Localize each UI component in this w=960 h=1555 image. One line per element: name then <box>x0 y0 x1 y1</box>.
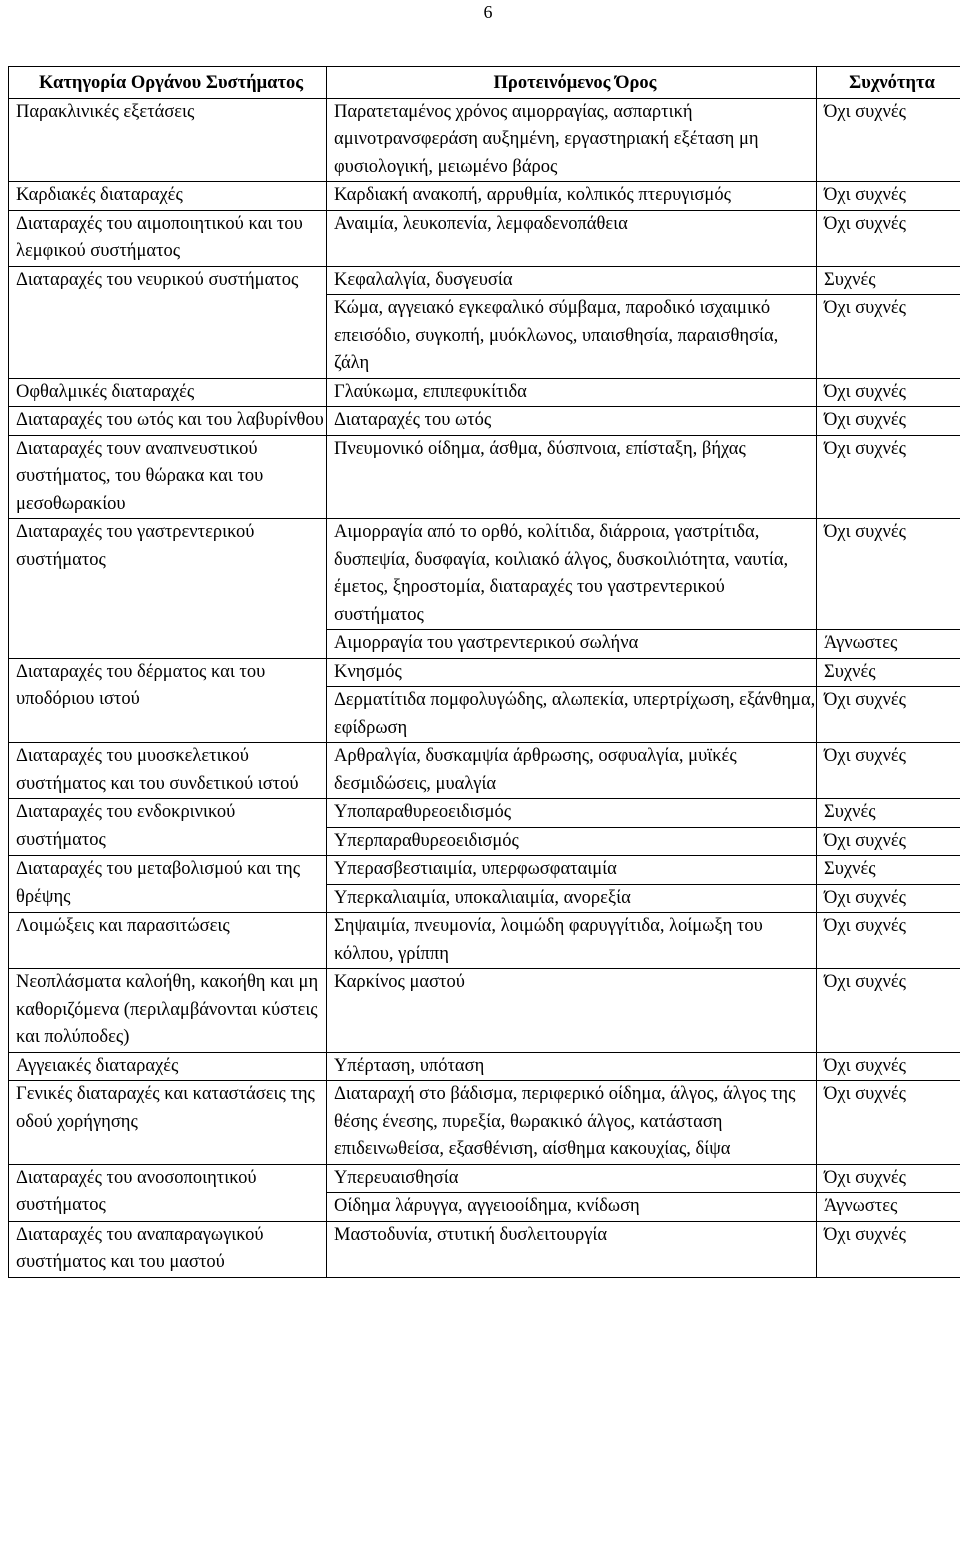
table-row <box>9 1164 960 1193</box>
term-cell: Υποπαραθυρεοειδισμός <box>327 799 817 828</box>
term-cell: Αιμορραγία από το ορθό, κολίτιδα, διάρροια, γαστρίτιδα, δυσπεψία, δυσφαγία, κοιλιακό άλγος, δυσκοιλιότητα, ναυτία, έμετος, ξηροστομία, διαταραχές του γαστρεντερικού συστήματος <box>327 519 817 630</box>
term-cell: Υπερασβεστιαιμία, υπερφωσφαταιμία <box>327 856 817 885</box>
category-cell: Διαταραχές του μυοσκελετικού συστήματος και του συνδετικού ιστού <box>9 743 327 799</box>
header-frequency: Συχνότητα <box>817 67 960 99</box>
category-cell: Διαταραχές του ενδοκρινικού συστήματος <box>9 799 327 856</box>
category-cell: Διαταραχές του μεταβολισμού και της θρέψης <box>9 856 327 913</box>
term-cell: Διαταραχή στο βάδισμα, περιφερικό οίδημα, άλγος, άλγος της θέσης ένεσης, πυρεξία, θωρακικό άλγος, κατάσταση επιδεινωθείσα, εξασθένιση, αίσθημα κακουχίας, δίψα <box>327 1081 817 1165</box>
term-cell: Υπερπαραθυρεοειδισμός <box>327 827 817 856</box>
category-cell: Καρδιακές διαταραχές <box>9 182 327 211</box>
table-row <box>9 210 960 266</box>
term-cell: Καρδιακή ανακοπή, αρρυθμία, κολπικός πτερυγισμός <box>327 182 817 211</box>
term-cell: Υπερκαλιαιμία, υποκαλιαιμία, ανορεξία <box>327 884 817 913</box>
term-cell: Δερματίτιδα πομφολυγώδης, αλωπεκία, υπερτρίχωση, εξάνθημα, εφίδρωση <box>327 687 817 743</box>
category-cell: Διαταραχές του αναπαραγωγικού συστήματος και του μαστού <box>9 1221 327 1277</box>
table-body <box>9 98 960 1277</box>
term-cell: Κεφαλαλγία, δυσγευσία <box>327 266 817 295</box>
term-cell: Μαστοδυνία, στυτική δυσλειτουργία <box>327 1221 817 1277</box>
term-cell: Αρθραλγία, δυσκαμψία άρθρωσης, οσφυαλγία, μυϊκές δεσμιδώσεις, μυαλγία <box>327 743 817 799</box>
term-cell: Κνησμός <box>327 658 817 687</box>
table-row <box>9 1221 960 1277</box>
table-header-row <box>9 67 960 99</box>
category-cell: Διαταραχές του δέρματος και του υποδόριου ιστού <box>9 658 327 743</box>
category-cell: Γενικές διαταραχές και καταστάσεις της οδού χορήγησης <box>9 1081 327 1165</box>
frequency-cell: Συχνές <box>817 856 960 885</box>
table-row <box>9 1052 960 1081</box>
frequency-cell: Όχι συχνές <box>817 407 960 436</box>
category-cell: Λοιμώξεις και παρασιτώσεις <box>9 913 327 969</box>
frequency-cell: Όχι συχνές <box>817 1164 960 1193</box>
term-cell: Κώμα, αγγειακό εγκεφαλικό σύμβαμα, παροδικό ισχαιμικό επεισόδιο, συγκοπή, μυόκλωνος, υπαισθησία, παραισθησία, ζάλη <box>327 295 817 379</box>
frequency-cell: Όχι συχνές <box>817 969 960 1053</box>
frequency-cell: Όχι συχνές <box>817 182 960 211</box>
frequency-cell: Άγνωστες <box>817 630 960 659</box>
table-row <box>9 519 960 630</box>
table-row <box>9 969 960 1053</box>
frequency-cell: Όχι συχνές <box>817 435 960 519</box>
category-cell: Νεοπλάσματα καλοήθη, κακοήθη και μη καθοριζόμενα (περιλαμβάνονται κύστεις και πολύποδες) <box>9 969 327 1053</box>
category-cell: Διαταραχές του ανοσοποιητικού συστήματος <box>9 1164 327 1221</box>
header-term: Προτεινόμενος Όρος <box>327 67 817 99</box>
frequency-cell: Όχι συχνές <box>817 827 960 856</box>
frequency-cell: Όχι συχνές <box>817 295 960 379</box>
frequency-cell: Συχνές <box>817 266 960 295</box>
frequency-cell: Όχι συχνές <box>817 913 960 969</box>
term-cell: Πνευμονικό οίδημα, άσθμα, δύσπνοια, επίσταξη, βήχας <box>327 435 817 519</box>
frequency-cell: Όχι συχνές <box>817 519 960 630</box>
term-cell: Παρατεταμένος χρόνος αιμορραγίας, ασπαρτική αμινοτρανσφεράση αυξημένη, εργαστηριακή εξέταση μη φυσιολογική, μειωμένο βάρος <box>327 98 817 182</box>
page-number: 6 <box>483 2 493 22</box>
category-cell: Οφθαλμικές διαταραχές <box>9 378 327 407</box>
table-row <box>9 658 960 687</box>
table-row <box>9 799 960 828</box>
category-cell: Παρακλινικές εξετάσεις <box>9 98 327 182</box>
table-row <box>9 856 960 885</box>
category-cell: Αγγειακές διαταραχές <box>9 1052 327 1081</box>
frequency-cell: Όχι συχνές <box>817 1081 960 1165</box>
table-row <box>9 266 960 295</box>
table-row <box>9 182 960 211</box>
term-cell: Διαταραχές του ωτός <box>327 407 817 436</box>
frequency-cell: Όχι συχνές <box>817 884 960 913</box>
adverse-reactions-table <box>8 66 960 1278</box>
table-row <box>9 98 960 182</box>
frequency-cell: Συχνές <box>817 799 960 828</box>
term-cell: Αναιμία, λευκοπενία, λεμφαδενοπάθεια <box>327 210 817 266</box>
frequency-cell: Όχι συχνές <box>817 687 960 743</box>
table-row <box>9 913 960 969</box>
header-category: Κατηγορία Οργάνου Συστήματος <box>9 67 327 99</box>
frequency-cell: Όχι συχνές <box>817 98 960 182</box>
frequency-cell: Άγνωστες <box>817 1193 960 1222</box>
frequency-cell: Όχι συχνές <box>817 743 960 799</box>
table-row <box>9 407 960 436</box>
term-cell: Καρκίνος μαστού <box>327 969 817 1053</box>
term-cell: Αιμορραγία του γαστρεντερικού σωλήνα <box>327 630 817 659</box>
table-row <box>9 743 960 799</box>
frequency-cell: Όχι συχνές <box>817 210 960 266</box>
table-row <box>9 435 960 519</box>
term-cell: Γλαύκωμα, επιπεφυκίτιδα <box>327 378 817 407</box>
category-cell: Διαταραχές του αιμοποιητικού και του λεμφικού συστήματος <box>9 210 327 266</box>
category-cell: Διαταραχές τουν αναπνευστικού συστήματος, του θώρακα και του μεσοθωρακίου <box>9 435 327 519</box>
frequency-cell: Όχι συχνές <box>817 1052 960 1081</box>
table-row <box>9 378 960 407</box>
category-cell: Διαταραχές του ωτός και του λαβυρίνθου <box>9 407 327 436</box>
frequency-cell: Όχι συχνές <box>817 1221 960 1277</box>
table-row <box>9 1081 960 1165</box>
term-cell: Υπέρταση, υπόταση <box>327 1052 817 1081</box>
frequency-cell: Συχνές <box>817 658 960 687</box>
term-cell: Οίδημα λάρυγγα, αγγειοοίδημα, κνίδωση <box>327 1193 817 1222</box>
term-cell: Σηψαιμία, πνευμονία, λοιμώδη φαρυγγίτιδα, λοίμωξη του κόλπου, γρίππη <box>327 913 817 969</box>
frequency-cell: Όχι συχνές <box>817 378 960 407</box>
category-cell: Διαταραχές του γαστρεντερικού συστήματος <box>9 519 327 659</box>
category-cell: Διαταραχές του νευρικού συστήματος <box>9 266 327 378</box>
term-cell: Υπερευαισθησία <box>327 1164 817 1193</box>
